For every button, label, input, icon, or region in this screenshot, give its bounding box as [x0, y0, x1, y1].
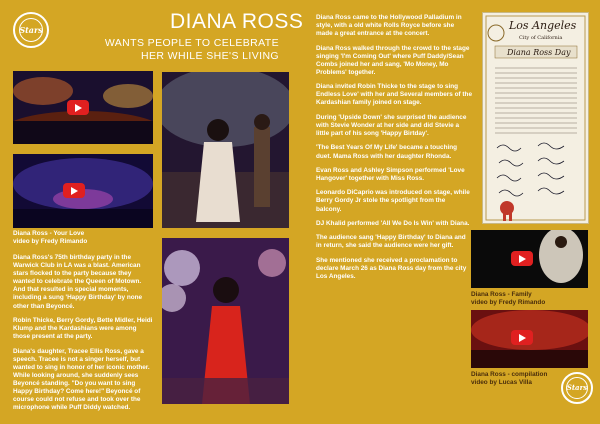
- paragraph: Diana Ross came to the Hollywood Palladium in style, with a old white Rolls Royce before she made a great entrance at the concert.: [316, 14, 462, 38]
- caption-title: Diana Ross - Your Love: [13, 230, 85, 237]
- page-subtitle: WANTS PEOPLE TO CELEBRATE HER WHILE SHE'S LIVING: [104, 37, 279, 62]
- caption-title: Diana Ross - Family: [471, 291, 532, 298]
- paragraph: Diana's daughter, Tracee Ellis Ross, gave a speech. Tracee is not a singer herself, but wanted to sing in honor of her iconic mother. While looking around, she suddenly sees Beyoncé standing. "Do you want to sing Happy Birthday? Come here!" Beyoncé of course could not refuse and took over the microphone while Puff Diddy watched.: [13, 347, 150, 412]
- proclamation-city: Los Angeles: [509, 19, 577, 32]
- play-icon[interactable]: [67, 100, 89, 115]
- video-your-love-thumbnail-2[interactable]: [13, 154, 153, 228]
- logo-text: Stars: [566, 383, 588, 392]
- diana-ross-red-gown-photo: [162, 238, 289, 404]
- caption-credit: video by Fredy Rimando: [13, 238, 88, 245]
- diana-ross-performing-photo: [162, 72, 289, 228]
- paragraph: She mentioned she received a proclamation to declare March 26 as Diana Ross day from the city Los Angeles.: [316, 256, 467, 281]
- right-article-text: [316, 14, 472, 287]
- proclamation-banner: Diana Ross Day: [507, 48, 571, 57]
- stars-logo: [561, 372, 593, 404]
- video-family-thumbnail[interactable]: [471, 230, 588, 288]
- video-compilation-thumbnail[interactable]: [471, 310, 588, 368]
- video-caption-compilation: [471, 371, 547, 387]
- caption-credit: video by Fredy Rimando: [471, 299, 546, 306]
- paragraph: During 'Upside Down' she surprised the audience with Stevie Wonder at her side and did Stevie a little part of his song 'Happy Birtday'.: [316, 113, 467, 138]
- paragraph: Diana Ross's 75th birthday party in the Warwick Club in LA was a blast. American stars flocked to the party because they wanted to celebrate the Queen of Motown. And that resulted in special moments, including a sung 'Happy Birthday' by none other than Beyoncé.: [13, 254, 143, 310]
- play-icon[interactable]: [63, 183, 85, 198]
- paragraph: The audience sang 'Happy Birthday' to Diana and in return, she said the audience were her gift.: [316, 234, 466, 250]
- page-title: DIANA ROSS: [170, 10, 304, 33]
- logo-text: Stars: [19, 25, 43, 35]
- paragraph: Leonardo DiCaprio was introduced on stage, while Berry Gordy Jr stole the spotlight from the balcony.: [316, 189, 470, 213]
- left-article-text: [13, 254, 153, 419]
- paragraph: DJ Khalid performed 'All We Do Is Win' with Diana.: [316, 219, 470, 227]
- stars-logo: [13, 12, 49, 48]
- caption-title: Diana Ross - compilation: [471, 371, 548, 378]
- paragraph: Robin Thicke, Berry Gordy, Bette Midler, Heidi Klump and the Kardashians were among those present at the party.: [13, 316, 153, 341]
- play-icon[interactable]: [511, 251, 533, 266]
- paragraph: Diana invited Robin Thicke to the stage to sing Endless Love' with her and Several members of the Kardashian family joined on stage.: [316, 83, 473, 107]
- caption-credit: video by Lucas Villa: [471, 379, 532, 386]
- paragraph: Diana Ross walked through the crowd to the stage singing 'I'm Coming Out' where Puff Daddy/Sean Combs joined her and sang, 'Mo Money, Mo Problems' together.: [316, 44, 470, 76]
- paragraph: 'The Best Years Of My Life' became a touching duet. Mama Ross with her daughter Rhonda.: [316, 144, 458, 160]
- video-caption-your-love: [13, 230, 87, 246]
- los-angeles-proclamation-image: [482, 12, 589, 224]
- video-caption-family: [471, 291, 545, 307]
- paragraph: Evan Ross and Ashley Simpson performed 'Love Hangover' together with Miss Ross.: [316, 166, 465, 182]
- proclamation-subheading: City of California: [519, 35, 563, 41]
- video-your-love-thumbnail-1[interactable]: [13, 71, 153, 144]
- play-icon[interactable]: [511, 330, 533, 345]
